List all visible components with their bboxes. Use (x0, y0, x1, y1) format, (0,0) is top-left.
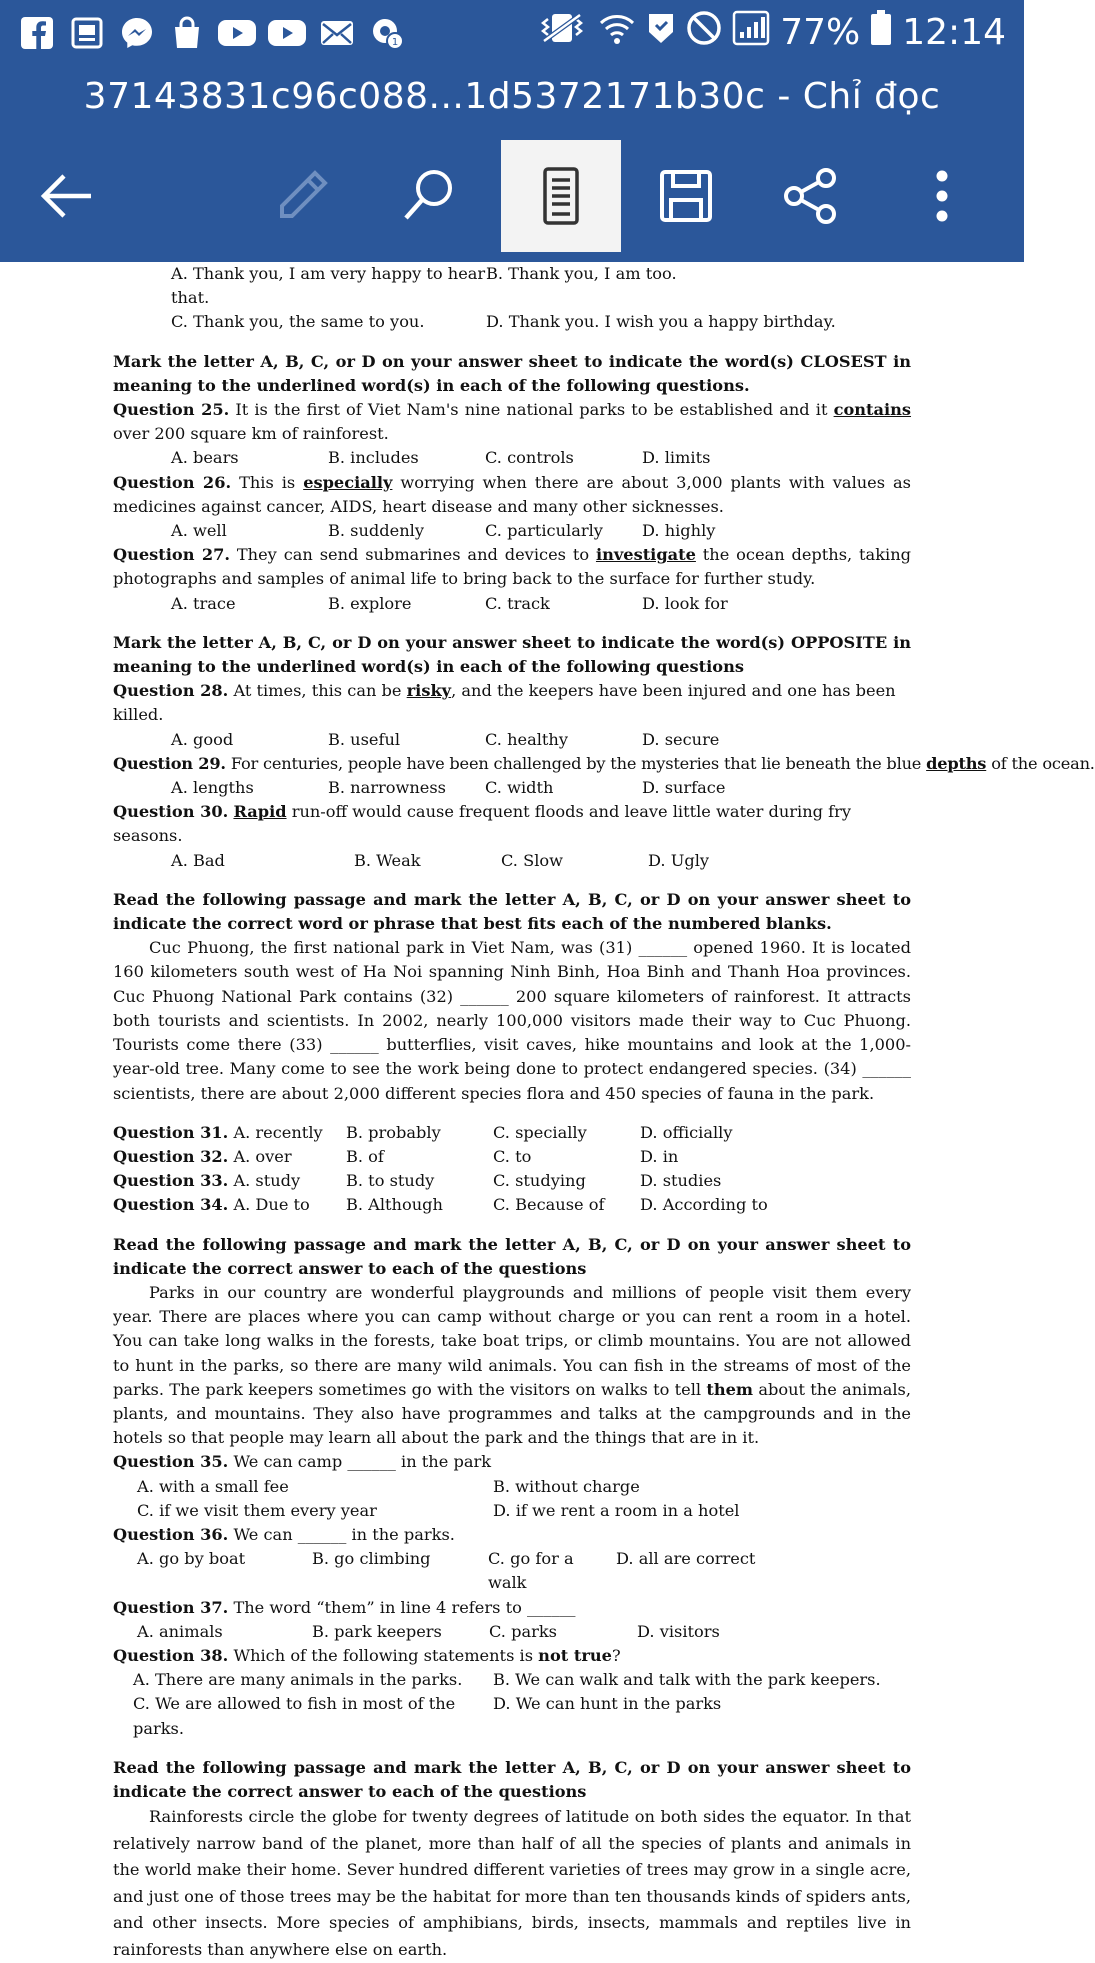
youtube-icon (218, 14, 256, 52)
q38-options-row1: A. There are many animals in the parks. B. We can walk and talk with the park keepers. (133, 1670, 881, 1690)
back-button[interactable] (6, 140, 126, 252)
question-35: Question 35. We can camp ______ in the park (113, 1452, 492, 1472)
battery-icon (870, 10, 892, 55)
document-title: 37143831c96c088...1d5372171b30c - Chỉ đọc (83, 76, 941, 117)
more-options-button[interactable] (882, 140, 1002, 252)
question-28: Question 28. At times, this can be risky, and the keepers have been injured and one has been killed. (113, 681, 896, 725)
gallery-icon (68, 14, 106, 52)
pencil-icon (270, 168, 330, 224)
q32-row: Question 32. A. over B. of C. to D. in (113, 1146, 679, 1166)
save-icon (658, 168, 714, 224)
edit-button[interactable] (240, 140, 360, 252)
q35-options-row2: C. if we visit them every year D. if we rent a room in a hotel (137, 1500, 740, 1520)
instruction-cloze: Read the following passage and mark the letter A, B, C, or D on your answer sheet to indicate the correct word or phrase that best fits each of the numbered blanks. (113, 889, 911, 934)
wifi-icon (598, 11, 636, 54)
instruction-reading-2: Read the following passage and mark the letter A, B, C, or D on your answer sheet to indicate the correct answer to each of the questions (113, 1757, 911, 1801)
do-not-disturb-icon (686, 10, 722, 55)
messenger-icon (118, 14, 156, 52)
q24-option-a: A. Thank you, I am very happy to hear that. (171, 264, 486, 308)
question-30: Question 30. Rapid run-off would cause frequent floods and leave little water during fry seasons. (113, 802, 852, 846)
youtube-icon (268, 14, 306, 52)
q33-row: Question 33. A. study B. to study C. studying D. studies (113, 1171, 722, 1191)
instruction-opposite: Mark the letter A, B, C, or D on your answer sheet to indicate the word(s) OPPOSITE in meaning to the underlined word(s) in each of the following questions (113, 632, 911, 677)
vibrate-icon (536, 11, 588, 54)
q37-options: A. animals B. park keepers C. parks D. visitors (137, 1621, 720, 1641)
ribbon-toolbar (0, 140, 1024, 252)
q27-options: A. trace B. explore C. track D. look for (171, 593, 728, 613)
reading-view-button[interactable] (501, 140, 621, 252)
clock: 12:14 (902, 12, 1006, 53)
battery-percent: 77% (780, 12, 861, 53)
q24-option-b: B. Thank you, I am too. (486, 264, 677, 283)
question-36: Question 36. We can ______ in the parks. (113, 1524, 455, 1544)
question-26: Question 26. This is especially worrying when there are about 3,000 plants with values as medicines against cancer, AIDS, heart disease and many other sicknesses. (113, 472, 911, 516)
passage-parks: Parks in our country are wonderful playgrounds and millions of people visit them every year. There are places where you can camp without charge or you can rent a room in a hotel. You can take long walks in the forests, take boat trips, or climb mountains. You are not allowed to hunt in the parks, so there are many wild animals. You can fish in the streams of most of the parks. The park keepers sometimes go with the visitors on walks to tell them about the animals, plants, and mountains. They also have programmes and talks at the campgrounds and in the hotels so that people may learn all about the park and the things that are in it. (113, 1282, 911, 1448)
settings-sync-icon (368, 14, 406, 52)
q35-options-row1: A. with a small fee B. without charge (137, 1476, 640, 1496)
q34-row: Question 34. A. Due to B. Although C. Because of D. According to (113, 1195, 768, 1215)
system-status (536, 10, 1006, 55)
instruction-closest: Mark the letter A, B, C, or D on your answer sheet to indicate the word(s) CLOSEST in meaning to the underlined word(s) in each of the following questions. (113, 351, 911, 395)
mail-icon (318, 14, 356, 52)
passage-cuc-phuong: Cuc Phuong, the first national park in Viet Nam, was (31) ______ opened 1960. It is located 160 kilometers south west of Ha Noi spanning Ninh Binh, Hoa Binh and Thanh Hoa provinces. Cuc Phuong National Park contains (32) ______ 200 square kilometers of rainforest. It attracts both tourists and scientists. In 2002, nearly 100,000 visitors made their way to Cuc Phuong. Tourists come there (33) ______ butterflies, visit caves, hike mountains and look at the 1,000-year-old tree. Many come to see the work being done to protect endangered species. (34) ______ scientists, there are about 2,000 different species flora and 450 species of fauna in the park. (113, 938, 911, 1103)
search-button[interactable] (370, 140, 490, 252)
q38-options-row2: C. We are allowed to fish in most of the parks. D. We can hunt in the parks (133, 1694, 722, 1738)
instruction-reading-1: Read the following passage and mark the letter A, B, C, or D on your answer sheet to indicate the correct answer to each of the questions (113, 1234, 911, 1278)
share-icon (781, 166, 841, 226)
svg-text:1: 1 (391, 37, 399, 48)
question-25: Question 25. It is the first of Viet Nam's nine national parks to be established and it contains over 200 square km of rainforest. (113, 400, 912, 444)
question-38: Question 38. Which of the following statements is not true? (113, 1645, 621, 1665)
q29-options: A. lengths B. narrowness C. width D. surface (171, 778, 726, 798)
q31-row: Question 31. A. recently B. probably C. specially D. officially (113, 1122, 733, 1142)
q25-options: A. bears B. includes C. controls D. limits (171, 448, 711, 468)
shopping-bag-icon (168, 14, 206, 52)
passage-rainforests: Rainforests circle the globe for twenty degrees of latitude on both sides the equator. In that relatively narrow band of the planet, more than half of all the species of plants and animals in the world make their home. Sever hundred different varieties of trees may grow in a single acre, and just one of those trees may be the habitat for more than ten thousands kinds of spiders ants, and other insects. More species of amphibians, birds, insects, mammals and reptiles live in rainforests than anywhere else on earth. (113, 1807, 911, 1959)
q30-options: A. Bad B. Weak C. Slow D. Ugly (171, 850, 710, 870)
signal-icon (732, 10, 770, 55)
q28-options: A. good B. useful C. healthy D. secure (171, 729, 720, 749)
save-button[interactable] (626, 140, 746, 252)
question-37: Question 37. The word “them” in line 4 refers to ______ (113, 1597, 576, 1617)
app-bar (0, 0, 1024, 262)
q24-options-row1 (113, 262, 911, 310)
q26-options: A. well B. suddenly C. particularly D. highly (171, 521, 716, 541)
document-content (113, 262, 1095, 1963)
arrow-left-icon (36, 171, 96, 221)
reading-view-icon (539, 166, 583, 226)
more-vertical-icon (932, 166, 952, 226)
question-27: Question 27. They can send submarines and devices to investigate the ocean depths, taking photographs and samples of animal life to bring back to the surface for further study. (113, 545, 911, 589)
search-icon (400, 166, 460, 226)
location-shield-icon (646, 11, 676, 54)
question-29: Question 29. For centuries, people have been challenged by the mysteries that lie beneath the blue depths of the ocean. (113, 753, 1095, 773)
facebook-icon (18, 14, 56, 52)
q36-options: A. go by boat B. go climbing C. go for a walk D. all are correct (137, 1549, 756, 1593)
q24-option-c: C. Thank you, the same to you. (171, 312, 425, 332)
notification-icons (18, 14, 406, 52)
q24-option-d: D. Thank you. I wish you a happy birthday. (486, 312, 836, 332)
share-button[interactable] (751, 140, 871, 252)
q24-options-row2 (113, 310, 911, 334)
status-bar (0, 0, 1024, 66)
